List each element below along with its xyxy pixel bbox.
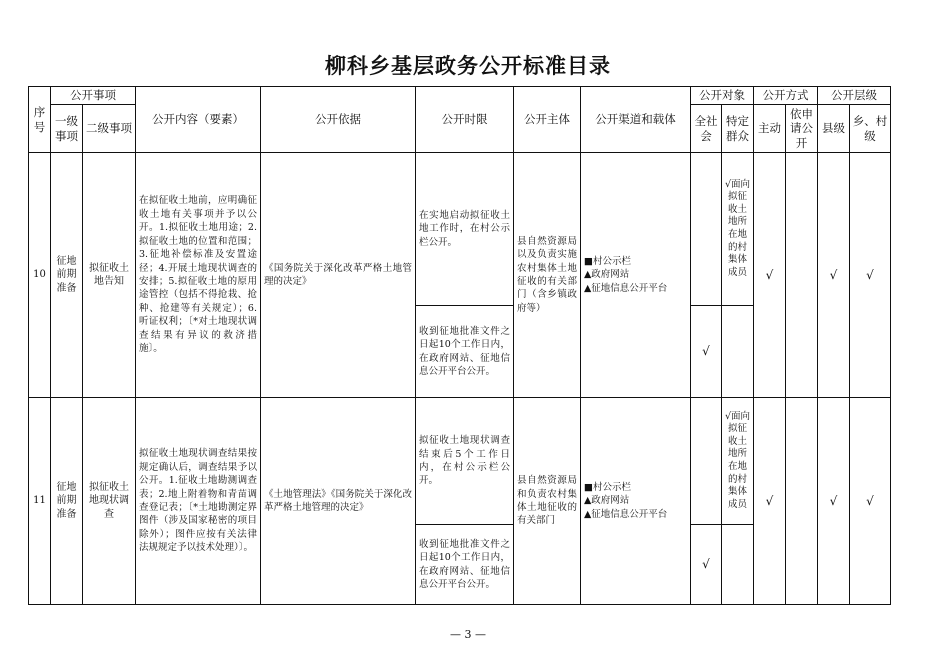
row-county-check: √ (818, 398, 850, 605)
header-mode-active: 主动 (754, 105, 786, 153)
header-basis: 公开依据 (261, 87, 416, 153)
header-matters: 公开事项 (51, 87, 136, 105)
row-level2: 拟征收土地告知 (83, 153, 136, 398)
row-subject: 县自然资源局以及负责实施农村集体土地征收的有关部门（含乡镇政府等） (514, 153, 581, 398)
row-basis: 《国务院关于深化改革严格土地管理的决定》 (261, 153, 416, 398)
header-level2: 二级事项 (83, 105, 136, 153)
header-level-town: 乡、村级 (850, 105, 891, 153)
row-content: 拟征收土地现状调查结果按规定确认后，调查结果予以公开。1.征收土地勘测调查表；2.地上附着物和青苗调查登记表；〔*土地勘测定界图件（涉及国家秘密的项目除外）；图件应按有关法律法规规定予以技术处理）〕。 (136, 398, 261, 605)
row-target-all-empty (691, 153, 722, 306)
header-content: 公开内容（要素） (136, 87, 261, 153)
header-seq: 序号 (29, 87, 51, 153)
channel-item: ▲征地信息公开平台 (584, 508, 668, 520)
row-level2: 拟征收土地现状调查 (83, 398, 136, 605)
row-apply-check (786, 398, 818, 605)
row-target-all-empty (691, 398, 722, 525)
channel-item: ■村公示栏 (584, 255, 631, 267)
row-time-village: 在实地启动拟征收土地工作时，在村公示栏公开。 (416, 153, 514, 306)
catalog-table (28, 86, 891, 605)
page-number: — 3 — (450, 628, 486, 641)
row-county-check: √ (818, 153, 850, 398)
row-channel (581, 398, 691, 605)
row-target-specific-empty (722, 525, 754, 605)
row-active-check: √ (754, 153, 786, 398)
row-content: 在拟征收土地前，应明确征收土地有关事项并予以公开。1.拟征收土地用途；2.拟征收土地的位置和范围；3.征地补偿标准及安置途径；4.开展土地现状调查的安排；5.拟征收土地的原用途管控（包括不得抢栽、抢种、抢建等有关规定）；6.听证权利；〔*对土地现状调查结果有异议的救济措施〕。 (136, 153, 261, 398)
row-time-village: 拟征收土地现状调查结束后5个工作日内，在村公示栏公开。 (416, 398, 514, 525)
row-no: 10 (29, 153, 51, 398)
channel-item: ▲政府网站 (584, 495, 630, 507)
row-target-all-check: √ (691, 525, 722, 605)
row-apply-check (786, 153, 818, 398)
header-mode: 公开方式 (754, 87, 818, 105)
row-time-web: 收到征地批准文件之日起10个工作日内，在政府网站、征地信息公开平台公开。 (416, 306, 514, 398)
row-level1: 征地前期准备 (51, 153, 83, 398)
header-target: 公开对象 (691, 87, 754, 105)
channel-item: ▲征地信息公开平台 (584, 282, 668, 294)
header-level-county: 县级 (818, 105, 850, 153)
header-target-specific: 特定群众 (722, 105, 754, 153)
row-target-specific: √面向拟征收土地所在地的村集体成员 (722, 153, 754, 306)
row-town-check: √ (850, 398, 891, 605)
page-title: 柳科乡基层政务公开标准目录 (325, 53, 611, 78)
row-time-web: 收到征地批准文件之日起10个工作日内，在政府网站、征地信息公开平台公开。 (416, 525, 514, 605)
row-subject: 县自然资源局和负责农村集体土地征收的有关部门 (514, 398, 581, 605)
row-target-all-check: √ (691, 306, 722, 398)
header-target-all: 全社会 (691, 105, 722, 153)
header-subject: 公开主体 (514, 87, 581, 153)
header-channel: 公开渠道和载体 (581, 87, 691, 153)
header-level: 公开层级 (818, 87, 891, 105)
channel-item: ■村公示栏 (584, 481, 631, 493)
row-no: 11 (29, 398, 51, 605)
header-level1: 一级事项 (51, 105, 83, 153)
row-basis: 《土地管理法》《国务院关于深化改革严格土地管理的决定》 (261, 398, 416, 605)
row-town-check: √ (850, 153, 891, 398)
row-channel (581, 153, 691, 398)
header-mode-apply: 依申请公开 (786, 105, 818, 153)
row-active-check: √ (754, 398, 786, 605)
row-level1: 征地前期准备 (51, 398, 83, 605)
channel-item: ▲政府网站 (584, 269, 630, 281)
header-time: 公开时限 (416, 87, 514, 153)
row-target-specific-empty (722, 306, 754, 398)
row-target-specific: √面向拟征收土地所在地的村集体成员 (722, 398, 754, 525)
